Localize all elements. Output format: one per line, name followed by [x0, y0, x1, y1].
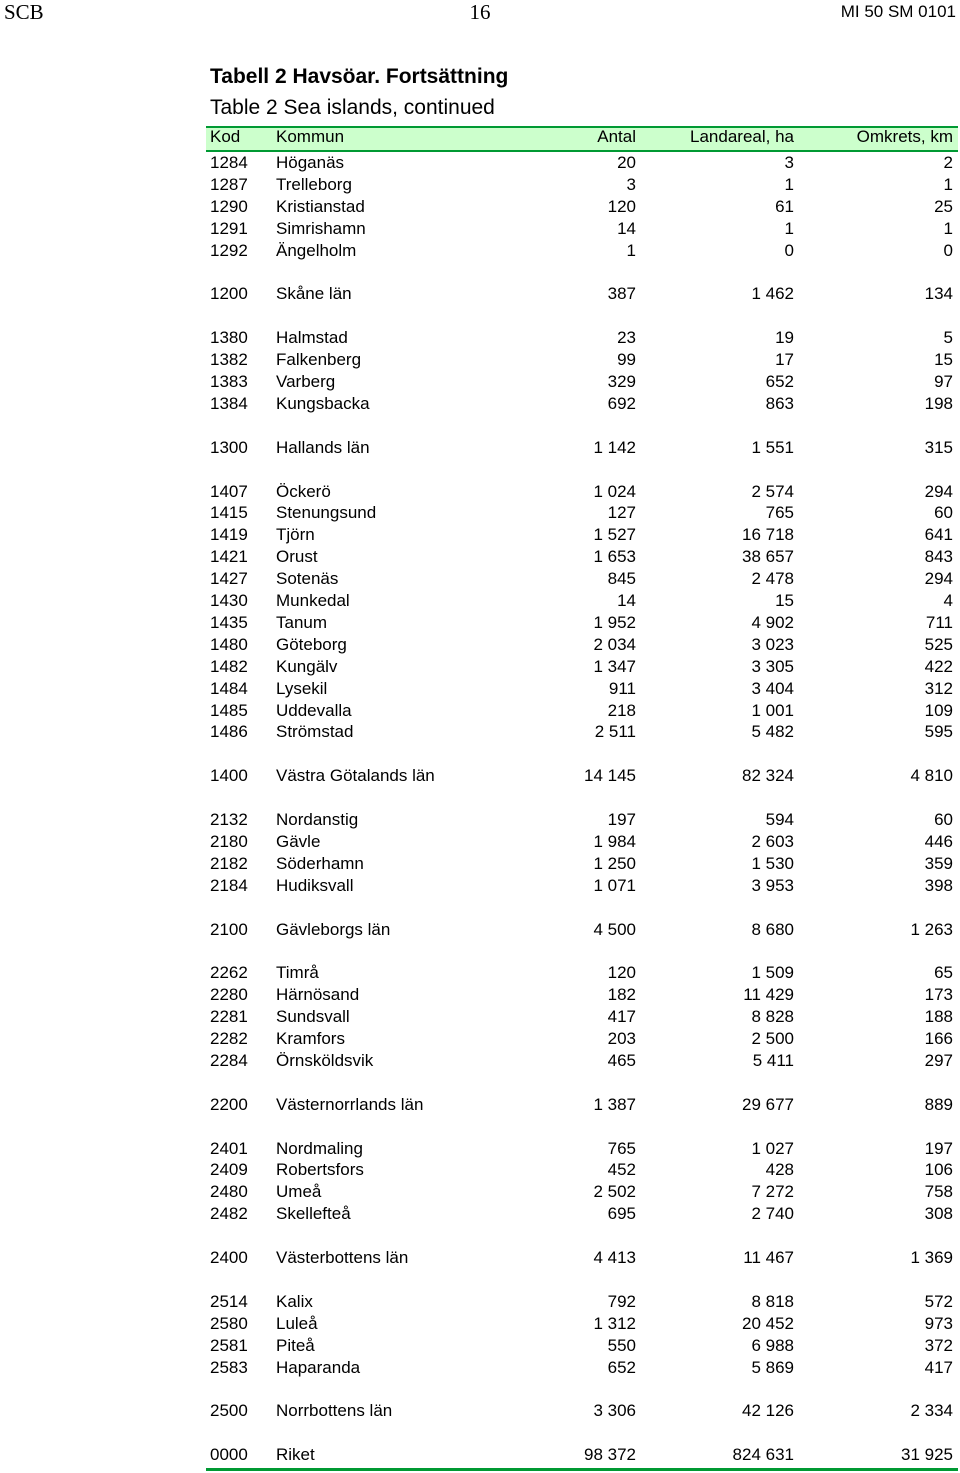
- table-row: [206, 1313, 956, 1335]
- cell-kod: 1486: [210, 722, 248, 742]
- cell-antal: 452: [607, 1160, 636, 1180]
- cell-kommun: Halmstad: [276, 328, 348, 348]
- cell-kod: 1421: [210, 547, 248, 567]
- cell-kod: 2180: [210, 831, 248, 851]
- cell-landareal: 3 404: [751, 678, 794, 698]
- cell-kod: 1482: [210, 656, 248, 676]
- cell-antal: 20: [617, 153, 636, 172]
- cell-landareal: 11 429: [743, 985, 794, 1005]
- cell-kommun: Öckerö: [276, 481, 331, 501]
- cell-landareal: 3 305: [751, 656, 794, 676]
- cell-antal: 120: [607, 963, 636, 983]
- cell-landareal: 1 001: [751, 700, 794, 720]
- cell-landareal: 2 478: [751, 569, 794, 589]
- cell-landareal: 38 657: [742, 547, 794, 567]
- cell-antal: 23: [617, 328, 636, 348]
- cell-landareal: 5 869: [751, 1357, 794, 1377]
- cell-antal: 3: [626, 174, 636, 194]
- cell-omkrets: 711: [925, 612, 953, 632]
- cell-omkrets: 198: [924, 393, 953, 413]
- cell-antal: 127: [607, 503, 636, 523]
- table-row-total: [206, 1400, 956, 1422]
- cell-antal: 3 306: [593, 1401, 636, 1421]
- table-row: [206, 634, 956, 656]
- cell-omkrets: 843: [924, 547, 953, 567]
- cell-kommun: Tanum: [276, 612, 328, 632]
- table-row: [206, 546, 956, 568]
- cell-landareal: 765: [765, 503, 794, 523]
- cell-landareal: 428: [765, 1160, 794, 1180]
- cell-omkrets: 312: [924, 678, 953, 698]
- cell-kod: 2182: [210, 853, 248, 873]
- cell-landareal: 1 530: [751, 853, 794, 873]
- cell-antal: 1 387: [593, 1094, 636, 1114]
- cell-omkrets: 97: [934, 372, 953, 391]
- cell-landareal: 1 462: [751, 284, 794, 304]
- cell-landareal: 8 828: [751, 1007, 794, 1027]
- cell-omkrets: 166: [924, 1029, 953, 1048]
- cell-landareal: 17: [775, 350, 794, 370]
- cell-kommun: Härnösand: [276, 985, 360, 1005]
- cell-landareal: 8 818: [751, 1291, 794, 1311]
- table-row: [206, 502, 956, 524]
- cell-kod: 2580: [210, 1313, 248, 1333]
- cell-antal: 2 034: [593, 634, 636, 654]
- cell-kommun: Sotenäs: [276, 569, 339, 589]
- cell-kod: 2583: [210, 1357, 248, 1377]
- cell-landareal: 5 411: [752, 1050, 794, 1070]
- cell-kod: 2100: [210, 919, 248, 939]
- table-row: [206, 568, 956, 590]
- cell-kod: 1300: [210, 437, 248, 457]
- cell-landareal: 2 574: [751, 481, 794, 501]
- cell-omkrets: 308: [924, 1204, 953, 1224]
- cell-landareal: 3 023: [751, 634, 794, 654]
- column-header-row: [206, 126, 956, 148]
- cell-landareal: 11 467: [743, 1248, 794, 1267]
- cell-kod: 1290: [210, 196, 248, 216]
- cell-kod: 2282: [210, 1029, 248, 1048]
- cell-landareal: 4 902: [751, 612, 794, 632]
- header-publisher: SCB: [4, 0, 44, 24]
- cell-landareal: 7 272: [751, 1182, 794, 1202]
- cell-landareal: 20 452: [742, 1313, 794, 1333]
- cell-antal: 14: [617, 218, 636, 238]
- table-row-total: [206, 919, 956, 941]
- cell-antal: 1 024: [593, 481, 636, 501]
- cell-kommun: Örnsköldsvik: [276, 1050, 374, 1070]
- cell-omkrets: 595: [924, 722, 953, 742]
- cell-omkrets: 422: [924, 656, 953, 676]
- cell-kod: 2500: [210, 1401, 248, 1421]
- table-row: [206, 1181, 956, 1203]
- cell-omkrets: 31 925: [901, 1445, 953, 1465]
- cell-kod: 2132: [210, 810, 248, 829]
- cell-landareal: 42 126: [742, 1401, 794, 1421]
- cell-kod: 1435: [210, 612, 248, 632]
- cell-kod: 2280: [210, 985, 248, 1005]
- cell-kommun: Söderhamn: [276, 853, 364, 873]
- table-row: [206, 1159, 956, 1181]
- cell-omkrets: 359: [924, 853, 953, 873]
- table-row: [206, 1138, 956, 1160]
- cell-kod: 2200: [210, 1094, 248, 1114]
- table-title-swedish: Tabell 2 Havsöar. Fortsättning: [210, 65, 509, 88]
- cell-kod: 2184: [210, 875, 248, 895]
- cell-kommun: Skåne län: [276, 284, 352, 304]
- cell-kommun: Timrå: [276, 963, 319, 983]
- cell-omkrets: 5: [943, 328, 953, 348]
- cell-omkrets: 973: [924, 1313, 953, 1333]
- cell-kommun: Trelleborg: [276, 174, 352, 194]
- cell-antal: 99: [617, 350, 636, 370]
- cell-kod: 1419: [210, 525, 248, 545]
- cell-landareal: 0: [784, 240, 794, 260]
- cell-kod: 1384: [210, 393, 248, 413]
- cell-antal: 1 952: [593, 612, 636, 632]
- table-row-total: [206, 1247, 956, 1269]
- cell-antal: 465: [607, 1050, 636, 1070]
- cell-antal: 911: [608, 678, 636, 698]
- table-row: [206, 196, 956, 218]
- cell-landareal: 652: [765, 372, 794, 391]
- cell-kod: 2581: [210, 1335, 248, 1355]
- cell-kommun: Kungälv: [276, 656, 338, 676]
- cell-landareal: 824 631: [732, 1445, 794, 1465]
- table-row: [206, 174, 956, 196]
- column-header-landareal: Landareal, ha: [690, 127, 794, 146]
- cell-kommun: Höganäs: [276, 153, 345, 172]
- cell-landareal: 863: [765, 393, 794, 413]
- cell-kod: 1291: [210, 218, 248, 238]
- cell-omkrets: 1 369: [910, 1248, 953, 1267]
- cell-kod: 1407: [210, 481, 248, 501]
- cell-kommun: Hallands län: [276, 437, 370, 457]
- cell-landareal: 2 603: [751, 831, 794, 851]
- cell-kommun: Gävleborgs län: [276, 919, 391, 939]
- cell-kommun: Haparanda: [276, 1357, 361, 1377]
- column-header-kod: Kod: [210, 127, 241, 146]
- cell-antal: 695: [607, 1204, 636, 1224]
- cell-kommun: Umeå: [276, 1182, 322, 1202]
- cell-antal: 417: [607, 1007, 636, 1027]
- cell-kommun: Munkedal: [276, 591, 350, 610]
- cell-antal: 218: [607, 700, 636, 720]
- table-row: [206, 1335, 956, 1357]
- table-row: [206, 393, 956, 415]
- cell-kod: 2409: [210, 1160, 248, 1180]
- cell-landareal: 3: [784, 153, 794, 172]
- cell-antal: 2 502: [593, 1182, 636, 1202]
- table-row: [206, 1203, 956, 1225]
- cell-kommun: Gävle: [276, 831, 321, 851]
- cell-antal: 1: [626, 240, 636, 260]
- cell-omkrets: 297: [924, 1050, 953, 1070]
- cell-omkrets: 417: [924, 1357, 953, 1377]
- table-row: [206, 349, 956, 371]
- cell-kommun: Göteborg: [276, 634, 347, 654]
- table-row: [206, 721, 956, 743]
- cell-antal: 98 372: [584, 1445, 636, 1465]
- table-row-total: [206, 437, 956, 459]
- table-row: [206, 809, 956, 831]
- table-row: [206, 678, 956, 700]
- cell-antal: 120: [607, 196, 636, 216]
- cell-kommun: Riket: [276, 1445, 315, 1465]
- table-row: [206, 481, 956, 503]
- cell-kod: 2281: [210, 1007, 248, 1027]
- cell-antal: 692: [607, 393, 636, 413]
- cell-omkrets: 372: [924, 1335, 953, 1355]
- cell-landareal: 1: [784, 174, 794, 194]
- cell-kod: 2482: [210, 1204, 248, 1224]
- cell-kod: 2284: [210, 1050, 248, 1070]
- cell-antal: 4 500: [593, 919, 636, 939]
- cell-kommun: Kungsbacka: [276, 393, 370, 413]
- cell-kod: 1430: [210, 591, 248, 610]
- cell-kod: 1200: [210, 284, 248, 304]
- cell-omkrets: 106: [924, 1160, 953, 1180]
- cell-omkrets: 25: [934, 196, 953, 216]
- cell-omkrets: 134: [924, 284, 953, 304]
- cell-landareal: 16 718: [742, 525, 794, 545]
- cell-kod: 1382: [210, 350, 248, 370]
- cell-kod: 1383: [210, 372, 248, 391]
- cell-omkrets: 2: [943, 153, 953, 172]
- table-row: [206, 218, 956, 240]
- cell-omkrets: 60: [934, 810, 953, 829]
- table-row: [206, 524, 956, 546]
- cell-landareal: 82 324: [742, 766, 794, 786]
- cell-antal: 197: [607, 810, 636, 829]
- cell-antal: 203: [607, 1029, 636, 1048]
- cell-antal: 2 511: [594, 722, 636, 742]
- cell-landareal: 5 482: [751, 722, 794, 742]
- cell-kommun: Skellefteå: [276, 1204, 351, 1224]
- cell-omkrets: 15: [934, 350, 953, 370]
- cell-omkrets: 294: [924, 481, 953, 501]
- cell-antal: 1 071: [593, 875, 636, 895]
- table-row: [206, 1028, 956, 1050]
- cell-omkrets: 641: [924, 525, 953, 545]
- cell-kommun: Västra Götalands län: [276, 766, 435, 786]
- cell-kod: 2262: [210, 963, 248, 983]
- cell-kod: 1380: [210, 328, 248, 348]
- cell-kod: 0000: [210, 1445, 248, 1465]
- cell-landareal: 19: [775, 328, 794, 348]
- cell-antal: 329: [607, 372, 636, 391]
- cell-kommun: Uddevalla: [276, 700, 352, 720]
- cell-antal: 1 142: [593, 437, 636, 457]
- cell-landareal: 15: [775, 591, 794, 610]
- cell-omkrets: 188: [924, 1007, 953, 1027]
- cell-kommun: Lysekil: [276, 678, 328, 698]
- cell-kommun: Orust: [276, 547, 318, 567]
- cell-kod: 2514: [210, 1291, 248, 1311]
- cell-antal: 1 347: [593, 656, 636, 676]
- cell-omkrets: 1: [943, 174, 953, 194]
- cell-landareal: 6 988: [751, 1335, 794, 1355]
- table-bottom-rule: [206, 1468, 958, 1471]
- cell-antal: 14: [617, 591, 636, 610]
- table-row-total: [206, 283, 956, 305]
- table-row: [206, 371, 956, 393]
- table-row: [206, 656, 956, 678]
- cell-kommun: Hudiksvall: [276, 875, 354, 895]
- cell-kommun: Kramfors: [276, 1029, 345, 1048]
- cell-kommun: Simrishamn: [276, 218, 366, 238]
- cell-kommun: Sundsvall: [276, 1007, 350, 1027]
- cell-kommun: Varberg: [276, 372, 336, 391]
- column-header-kommun: Kommun: [276, 127, 345, 146]
- page-number: 16: [469, 0, 491, 24]
- table-row: [206, 152, 956, 174]
- cell-antal: 387: [607, 284, 636, 304]
- cell-kommun: Västerbottens län: [276, 1248, 409, 1267]
- cell-antal: 792: [607, 1291, 636, 1311]
- cell-omkrets: 2 334: [910, 1401, 953, 1421]
- cell-omkrets: 315: [924, 437, 953, 457]
- cell-landareal: 3 953: [751, 875, 794, 895]
- cell-antal: 1 312: [593, 1313, 636, 1333]
- cell-kommun: Kristianstad: [276, 196, 365, 216]
- cell-omkrets: 572: [924, 1291, 953, 1311]
- cell-omkrets: 525: [924, 634, 953, 654]
- table-row: [206, 875, 956, 897]
- cell-antal: 1 250: [593, 853, 636, 873]
- cell-omkrets: 173: [924, 985, 953, 1005]
- cell-landareal: 29 677: [742, 1094, 794, 1114]
- cell-kod: 1485: [210, 700, 248, 720]
- cell-kommun: Nordmaling: [276, 1138, 363, 1158]
- cell-omkrets: 197: [924, 1138, 953, 1158]
- cell-kommun: Kalix: [276, 1291, 313, 1311]
- cell-antal: 1 653: [593, 547, 636, 567]
- cell-antal: 765: [607, 1138, 636, 1158]
- table-row: [206, 853, 956, 875]
- cell-omkrets: 294: [924, 569, 953, 589]
- column-header-omkrets: Omkrets, km: [856, 127, 953, 146]
- table-row: [206, 590, 956, 612]
- cell-omkrets: 889: [924, 1094, 953, 1114]
- table-row: [206, 1291, 956, 1313]
- cell-kommun: Västernorrlands län: [276, 1094, 424, 1114]
- cell-antal: 1 984: [593, 831, 636, 851]
- cell-antal: 550: [607, 1335, 636, 1355]
- cell-kod: 1427: [210, 569, 248, 589]
- cell-omkrets: 1 263: [910, 919, 953, 939]
- table-row: [206, 240, 956, 262]
- table-row: [206, 327, 956, 349]
- cell-kommun: Robertsfors: [276, 1160, 364, 1180]
- cell-omkrets: 4: [943, 591, 953, 610]
- cell-landareal: 2 740: [751, 1204, 794, 1224]
- cell-kod: 2401: [210, 1138, 248, 1158]
- cell-antal: 4 413: [593, 1248, 636, 1267]
- cell-kommun: Piteå: [276, 1335, 315, 1355]
- table-row-total: [206, 1444, 956, 1466]
- table-row: [206, 1006, 956, 1028]
- cell-landareal: 594: [765, 810, 794, 829]
- column-header-antal: Antal: [597, 127, 636, 146]
- cell-kommun: Ängelholm: [276, 240, 357, 260]
- table-row: [206, 612, 956, 634]
- cell-antal: 182: [607, 985, 636, 1005]
- cell-omkrets: 109: [924, 700, 953, 720]
- cell-kommun: Stenungsund: [276, 503, 377, 523]
- cell-kod: 1484: [210, 678, 248, 698]
- cell-kommun: Nordanstig: [276, 810, 359, 829]
- cell-kommun: Strömstad: [276, 722, 354, 742]
- cell-kommun: Luleå: [276, 1313, 318, 1333]
- cell-antal: 1 527: [593, 525, 636, 545]
- cell-omkrets: 446: [924, 831, 953, 851]
- cell-landareal: 1 509: [751, 963, 794, 983]
- cell-landareal: 1 551: [751, 437, 794, 457]
- cell-omkrets: 1: [943, 218, 953, 238]
- cell-omkrets: 65: [934, 963, 953, 983]
- table-row-total: [206, 1094, 956, 1116]
- cell-landareal: 2 500: [751, 1029, 794, 1048]
- table-row: [206, 1357, 956, 1379]
- cell-antal: 845: [607, 569, 636, 589]
- cell-kod: 1292: [210, 240, 248, 260]
- table-row: [206, 962, 956, 984]
- table-row: [206, 1050, 956, 1072]
- cell-omkrets: 0: [943, 240, 953, 260]
- cell-antal: 14 145: [584, 766, 636, 786]
- cell-omkrets: 4 810: [910, 766, 953, 786]
- cell-kod: 1287: [210, 174, 248, 194]
- cell-omkrets: 60: [934, 503, 953, 523]
- table-row-total: [206, 765, 956, 787]
- cell-kommun: Norrbottens län: [276, 1401, 393, 1421]
- cell-omkrets: 398: [924, 875, 953, 895]
- cell-kommun: Falkenberg: [276, 350, 362, 370]
- cell-kommun: Tjörn: [276, 525, 315, 545]
- table-row: [206, 831, 956, 853]
- cell-landareal: 61: [775, 196, 794, 216]
- cell-kod: 1400: [210, 766, 248, 786]
- table-row: [206, 984, 956, 1006]
- cell-kod: 1480: [210, 634, 248, 654]
- header-report-id: MI 50 SM 0101: [840, 2, 956, 21]
- cell-kod: 2400: [210, 1248, 248, 1267]
- cell-kod: 2480: [210, 1182, 248, 1202]
- cell-omkrets: 758: [924, 1182, 953, 1202]
- cell-antal: 652: [607, 1357, 636, 1377]
- cell-landareal: 8 680: [751, 919, 794, 939]
- cell-landareal: 1 027: [751, 1138, 794, 1158]
- cell-kod: 1415: [210, 503, 248, 523]
- table-title-english: Table 2 Sea islands, continued: [210, 96, 495, 119]
- cell-kod: 1284: [210, 153, 248, 172]
- cell-landareal: 1: [784, 218, 794, 238]
- table-row: [206, 700, 956, 722]
